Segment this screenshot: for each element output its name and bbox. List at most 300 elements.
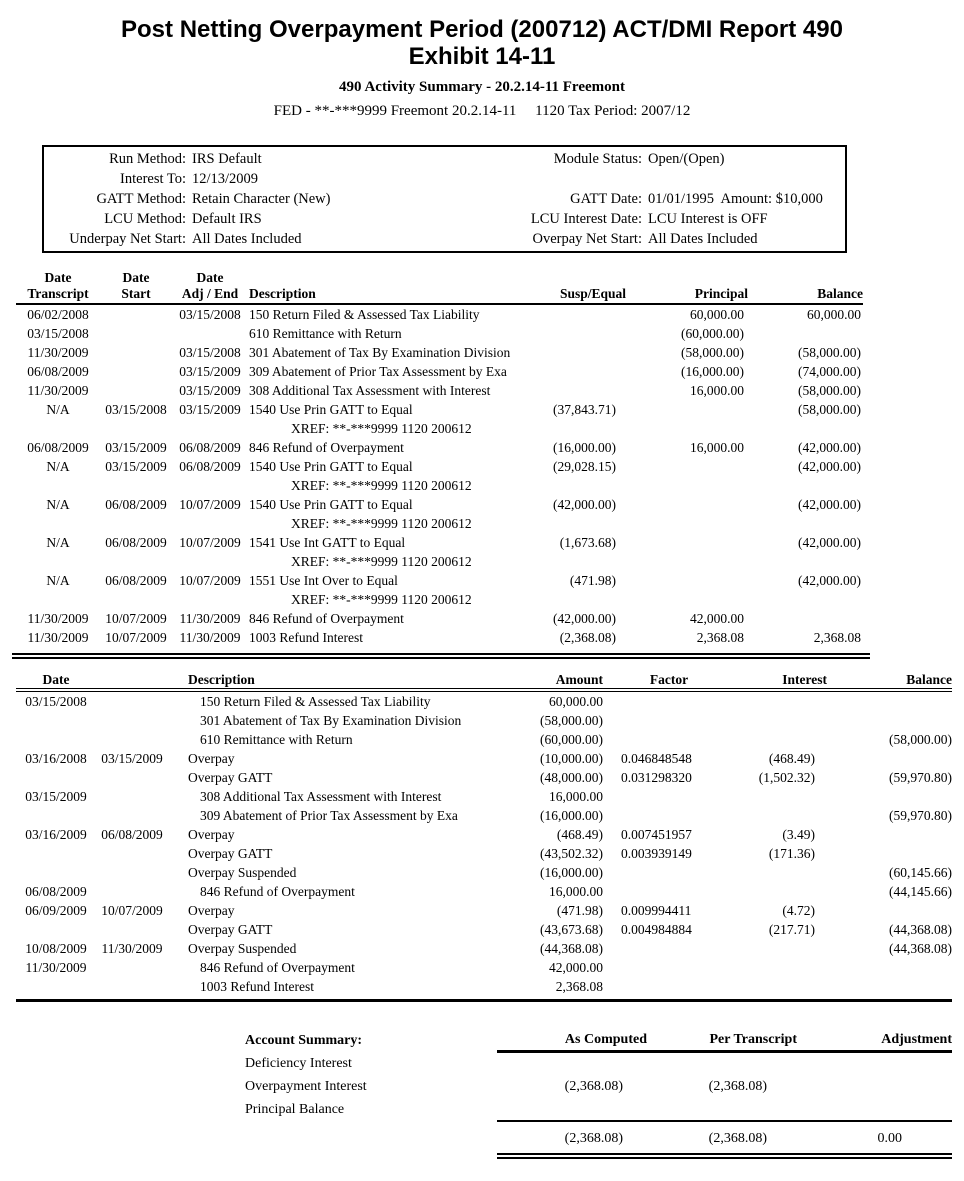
table-row [16, 495, 863, 514]
total-adjustment: 0.00 [877, 1130, 902, 1146]
cell-date-start [16, 863, 96, 882]
cell-adjustment [797, 1075, 952, 1098]
cell-interest: (4.72) [782, 903, 815, 918]
cell-date-transcript: 11/30/2009 [27, 345, 89, 360]
cell-description: 1551 Use Int Over to Equal [249, 573, 398, 588]
cell-empty [16, 590, 248, 609]
cell-susp-equal: (1,673.68) [559, 535, 616, 550]
table-row [16, 590, 863, 609]
cell-date-end: 10/07/2009 [101, 903, 163, 918]
cell-factor [609, 863, 729, 882]
cell-date-transcript: 06/02/2008 [27, 307, 89, 322]
table-row [16, 628, 863, 647]
cell-empty [16, 419, 248, 438]
cell-date-start: 03/16/2009 [25, 827, 87, 842]
cell-date-start: 11/30/2009 [25, 960, 87, 975]
cell-principal: 42,000.00 [690, 611, 744, 626]
cell-description: 846 Refund of Overpayment [200, 960, 355, 975]
info-value: Open/(Open) [648, 151, 725, 167]
cell-date-start [100, 362, 172, 381]
cell-balance: (44,368.08) [889, 922, 952, 937]
cell-amount: 2,368.08 [555, 979, 603, 994]
info-value: Retain Character (New) [192, 191, 331, 207]
cell-xref: XREF: **-***9999 1120 200612 [291, 516, 472, 531]
cell-date-end: 11/30/2009 [101, 941, 163, 956]
cell-description: 301 Abatement of Tax By Examination Division [200, 713, 462, 728]
table-row [16, 552, 863, 571]
info-label: Module Status: [553, 151, 642, 167]
cell-balance [827, 825, 952, 844]
cell-per-transcript [647, 1052, 797, 1075]
column-header-adjustment: Adjustment [797, 1031, 952, 1052]
cell-description: 1003 Refund Interest [249, 630, 363, 645]
cell-interest: (171.36) [768, 846, 815, 861]
table-row [16, 920, 952, 939]
cell-description: 846 Refund of Overpayment [249, 440, 404, 455]
cell-description: 301 Abatement of Tax By Examination Division [249, 345, 511, 360]
cell-date-start: 06/08/2009 [105, 535, 167, 550]
cell-date-start: 03/15/2009 [25, 789, 87, 804]
interest-detail-table [16, 671, 952, 996]
summary-bottom-double-rule [497, 1153, 952, 1159]
cell-susp-equal: (2,368.08) [559, 630, 616, 645]
cell-principal [626, 457, 748, 476]
cell-date-start [16, 730, 96, 749]
cell-date-adj-end: 03/15/2009 [179, 383, 241, 398]
cell-empty [16, 552, 248, 571]
column-header-description: Description [248, 286, 508, 304]
cell-balance: 2,368.08 [813, 630, 861, 645]
cell-description: Overpay Suspended [188, 941, 297, 956]
cell-amount: 60,000.00 [549, 694, 603, 709]
cell-per-transcript [647, 1098, 797, 1121]
cell-susp-equal: (42,000.00) [553, 611, 616, 626]
table-header-row [16, 286, 863, 304]
cell-balance: 60,000.00 [807, 307, 861, 322]
cell-date-start: 03/15/2008 [105, 402, 167, 417]
cell-empty [508, 552, 863, 571]
cell-amount: 42,000.00 [549, 960, 603, 975]
cell-interest [729, 977, 827, 996]
table-row [16, 362, 863, 381]
cell-balance: (58,000.00) [798, 383, 861, 398]
cell-interest [729, 939, 827, 958]
cell-empty [508, 419, 863, 438]
cell-date-end [96, 882, 168, 901]
cell-date-transcript: 11/30/2009 [27, 383, 89, 398]
table-row [245, 1075, 952, 1098]
table-row [16, 304, 863, 324]
cell-date-start: 06/08/2009 [105, 573, 167, 588]
table-row [16, 711, 952, 730]
cell-balance: (58,000.00) [798, 345, 861, 360]
cell-principal: 60,000.00 [690, 307, 744, 322]
cell-amount: (44,368.08) [540, 941, 603, 956]
cell-susp-equal [508, 381, 626, 400]
cell-description: Overpay GATT [188, 922, 273, 937]
cell-factor: 0.007451957 [621, 827, 692, 842]
cell-date-start [16, 844, 96, 863]
table-row [16, 690, 952, 711]
table-row [16, 343, 863, 362]
cell-balance [827, 690, 952, 711]
cell-susp-equal: (471.98) [569, 573, 616, 588]
cell-date-start: 03/15/2008 [25, 694, 87, 709]
cell-factor [609, 882, 729, 901]
cell-empty [16, 514, 248, 533]
table-row [16, 939, 952, 958]
cell-susp-equal: (42,000.00) [553, 497, 616, 512]
info-label: LCU Method: [104, 211, 186, 227]
cell-xref: XREF: **-***9999 1120 200612 [291, 421, 472, 436]
cell-amount: (471.98) [556, 903, 603, 918]
cell-susp-equal [508, 324, 626, 343]
column-header-date: Date [196, 270, 224, 285]
cell-date-start: 06/08/2009 [25, 884, 87, 899]
column-header-factor: Factor [609, 671, 729, 690]
cell-amount: 16,000.00 [549, 884, 603, 899]
table-row [16, 324, 863, 343]
cell-factor: 0.003939149 [621, 846, 692, 861]
account-summary-table [245, 1031, 952, 1159]
cell-balance [748, 324, 863, 343]
cell-date-transcript: 06/08/2009 [27, 364, 89, 379]
cell-empty [16, 476, 248, 495]
cell-date-start [100, 381, 172, 400]
cell-date-transcript: 06/08/2009 [27, 440, 89, 455]
cell-description: 846 Refund of Overpayment [200, 884, 355, 899]
table-row [16, 806, 952, 825]
summary-bottom-rule-row [245, 1150, 952, 1159]
cell-as-computed: (2,368.08) [564, 1078, 623, 1094]
cell-principal: (60,000.00) [681, 326, 744, 341]
cell-description: 1540 Use Prin GATT to Equal [249, 497, 413, 512]
cell-factor [609, 939, 729, 958]
cell-date-start: 10/08/2009 [25, 941, 87, 956]
cell-balance [827, 901, 952, 920]
table-row [16, 863, 952, 882]
cell-balance [827, 958, 952, 977]
total-as-computed: (2,368.08) [564, 1130, 623, 1146]
cell-xref: XREF: **-***9999 1120 200612 [291, 478, 472, 493]
table-row [245, 1052, 952, 1075]
column-header-balance: Balance [827, 671, 952, 690]
cell-balance: (44,145.66) [889, 884, 952, 899]
cell-amount: (10,000.00) [540, 751, 603, 766]
cell-susp-equal [508, 343, 626, 362]
cell-description: 846 Refund of Overpayment [249, 611, 404, 626]
cell-date-start [16, 977, 96, 996]
cell-interest [729, 863, 827, 882]
cell-interest [729, 958, 827, 977]
cell-amount: 16,000.00 [549, 789, 603, 804]
cell-description: 1003 Refund Interest [200, 979, 314, 994]
cell-susp-equal [508, 304, 626, 324]
cell-description: Overpay GATT [188, 846, 273, 861]
activity-summary-table [16, 270, 863, 647]
cell-description: 150 Return Filed & Assessed Tax Liability [249, 307, 480, 322]
info-value: All Dates Included [648, 231, 758, 247]
table-row [16, 438, 863, 457]
cell-amount: (468.49) [556, 827, 603, 842]
cell-interest [729, 730, 827, 749]
column-header-susp-equal: Susp/Equal [508, 286, 626, 304]
info-value: IRS Default [192, 151, 262, 167]
cell-date-end [96, 768, 168, 787]
cell-description: 308 Additional Tax Assessment with Interest [249, 383, 491, 398]
cell-date-start [100, 324, 172, 343]
cell-description: 308 Additional Tax Assessment with Interest [200, 789, 442, 804]
cell-date-end [96, 806, 168, 825]
column-header-date: Date [122, 270, 150, 285]
cell-balance: (59,970.80) [889, 770, 952, 785]
cell-factor [609, 977, 729, 996]
cell-date-start: 03/15/2009 [105, 459, 167, 474]
cell-date-end [96, 977, 168, 996]
cell-balance [827, 977, 952, 996]
cell-date-transcript: N/A [46, 402, 70, 417]
cell-factor [609, 787, 729, 806]
cell-date-end [96, 863, 168, 882]
cell-date-end [96, 690, 168, 711]
info-value [648, 169, 845, 189]
cell-description: Overpay [188, 903, 235, 918]
summary-row-label: Principal Balance [245, 1101, 345, 1117]
cell-xref: XREF: **-***9999 1120 200612 [291, 554, 472, 569]
info-label: Interest To: [120, 171, 186, 187]
cell-description: 1540 Use Prin GATT to Equal [249, 459, 413, 474]
cell-date-transcript: 11/30/2009 [27, 630, 89, 645]
info-label [484, 169, 642, 189]
column-header-per-transcript: Per Transcript [647, 1031, 797, 1052]
cell-empty [508, 514, 863, 533]
cell-balance: (74,000.00) [798, 364, 861, 379]
total-per-transcript: (2,368.08) [708, 1130, 767, 1146]
cell-date-start [16, 768, 96, 787]
cell-balance: (42,000.00) [798, 535, 861, 550]
cell-date-adj-end: 11/30/2009 [179, 611, 241, 626]
cell-balance [827, 749, 952, 768]
table-row [16, 749, 952, 768]
cell-amount: (60,000.00) [540, 732, 603, 747]
cell-factor [609, 806, 729, 825]
info-label: Underpay Net Start: [69, 231, 186, 247]
cell-susp-equal [508, 362, 626, 381]
summary-row-label: Deficiency Interest [245, 1055, 352, 1071]
cell-interest [729, 711, 827, 730]
cell-date-transcript: 03/15/2008 [27, 326, 89, 341]
cell-date-start [100, 343, 172, 362]
info-label: Run Method: [109, 151, 186, 167]
cell-date-adj-end: 03/15/2008 [179, 345, 241, 360]
table-row [16, 730, 952, 749]
cell-date-adj-end: 10/07/2009 [179, 573, 241, 588]
cell-interest: (3.49) [782, 827, 815, 842]
cell-principal: 16,000.00 [690, 383, 744, 398]
cell-description: 309 Abatement of Prior Tax Assessment by Exa [249, 364, 507, 379]
cell-description: 1541 Use Int GATT to Equal [249, 535, 406, 550]
cell-description: 309 Abatement of Prior Tax Assessment by Exa [200, 808, 458, 823]
cell-description: Overpay GATT [188, 770, 273, 785]
info-label: LCU Interest Date: [530, 211, 642, 227]
column-header-date: Date [16, 671, 96, 690]
table-row [16, 476, 863, 495]
cell-balance: (60,145.66) [889, 865, 952, 880]
cell-date-start: 06/08/2009 [105, 497, 167, 512]
report-title: Post Netting Overpayment Period (200712) ACT/DMI Report 490 [121, 16, 843, 43]
table-row [245, 1098, 952, 1121]
cell-interest [729, 882, 827, 901]
table-row [16, 514, 863, 533]
summary-total-row [245, 1127, 952, 1150]
cell-date-adj-end: 10/07/2009 [179, 497, 241, 512]
cell-empty [508, 476, 863, 495]
cell-factor [609, 711, 729, 730]
table-row [16, 400, 863, 419]
cell-balance: (42,000.00) [798, 440, 861, 455]
table-header-row [16, 671, 952, 690]
cell-date-adj-end: 10/07/2009 [179, 535, 241, 550]
column-header-description: Description [168, 671, 434, 690]
column-header-amount: Amount [434, 671, 609, 690]
cell-amount: (43,673.68) [540, 922, 603, 937]
section-divider-rule [16, 999, 952, 1002]
cell-date-start [16, 920, 96, 939]
table-row [16, 844, 952, 863]
cell-balance: (58,000.00) [798, 402, 861, 417]
summary-row-label: Overpayment Interest [245, 1078, 367, 1094]
cell-date-end [96, 787, 168, 806]
cell-description: Overpay [188, 827, 235, 842]
cell-balance: (58,000.00) [889, 732, 952, 747]
cell-interest: (468.49) [768, 751, 815, 766]
cell-principal [626, 571, 748, 590]
account-summary-title: Account Summary: [245, 1033, 363, 1049]
cell-date-end: 03/15/2009 [101, 751, 163, 766]
column-header-date: Date [44, 270, 72, 285]
cell-xref: XREF: **-***9999 1120 200612 [291, 592, 472, 607]
cell-description: 150 Return Filed & Assessed Tax Liability [200, 694, 431, 709]
run-settings-grid [44, 149, 845, 249]
table-header-row [16, 270, 863, 286]
cell-factor [609, 958, 729, 977]
cell-adjustment [797, 1098, 952, 1121]
cell-factor: 0.046848548 [621, 751, 692, 766]
table-row [16, 882, 952, 901]
column-header-transcript: Transcript [16, 286, 100, 304]
cell-balance [827, 787, 952, 806]
info-value: 01/01/1995 Amount: $10,000 [648, 191, 823, 207]
cell-principal: (58,000.00) [681, 345, 744, 360]
cell-date-end [96, 844, 168, 863]
column-header-as-computed: As Computed [497, 1031, 647, 1052]
cell-principal [626, 400, 748, 419]
cell-factor [609, 690, 729, 711]
cell-principal: (16,000.00) [681, 364, 744, 379]
cell-date-start [16, 711, 96, 730]
cell-balance [827, 844, 952, 863]
cell-date-transcript: N/A [46, 535, 70, 550]
table-row [16, 419, 863, 438]
cell-interest: (217.71) [768, 922, 815, 937]
cell-date-start: 03/15/2009 [105, 440, 167, 455]
cell-factor: 0.009994411 [621, 903, 692, 918]
run-settings-box [42, 145, 847, 253]
cell-date-start [16, 806, 96, 825]
cell-interest: (1,502.32) [758, 770, 815, 785]
cell-as-computed [497, 1098, 647, 1121]
cell-balance: (42,000.00) [798, 573, 861, 588]
cell-balance [748, 609, 863, 628]
cell-principal [626, 533, 748, 552]
cell-interest [729, 690, 827, 711]
table-row [16, 787, 952, 806]
info-label: GATT Date: [570, 191, 642, 207]
report-subtitle: 490 Activity Summary - 20.2.14-11 Freemont [339, 79, 625, 95]
cell-date-adj-end: 03/15/2008 [179, 307, 241, 322]
column-header-principal: Principal [626, 286, 748, 304]
cell-balance [827, 711, 952, 730]
info-value: All Dates Included [192, 231, 302, 247]
cell-amount: (58,000.00) [540, 713, 603, 728]
cell-balance: (44,368.08) [889, 941, 952, 956]
cell-date-adj-end: 06/08/2009 [179, 440, 241, 455]
table-row [16, 825, 952, 844]
cell-date-adj-end [172, 324, 248, 343]
cell-as-computed [497, 1052, 647, 1075]
cell-description: 1540 Use Prin GATT to Equal [249, 402, 413, 417]
table-row [16, 901, 952, 920]
cell-date-adj-end: 11/30/2009 [179, 630, 241, 645]
cell-factor: 0.004984884 [621, 922, 692, 937]
cell-date-start [100, 304, 172, 324]
cell-susp-equal: (29,028.15) [553, 459, 616, 474]
cell-amount: (16,000.00) [540, 808, 603, 823]
info-label: GATT Method: [96, 191, 186, 207]
info-label: Overpay Net Start: [532, 231, 642, 247]
cell-susp-equal: (16,000.00) [553, 440, 616, 455]
cell-adjustment [797, 1052, 952, 1075]
column-header-interest: Interest [729, 671, 827, 690]
cell-date-end: 06/08/2009 [101, 827, 163, 842]
cell-date-adj-end: 03/15/2009 [179, 364, 241, 379]
cell-date-start: 03/16/2008 [25, 751, 87, 766]
cell-date-transcript: N/A [46, 573, 70, 588]
table-row [16, 457, 863, 476]
cell-amount: (48,000.00) [540, 770, 603, 785]
table-row [16, 381, 863, 400]
column-header-adj-end: Adj / End [172, 286, 248, 304]
column-header-balance: Balance [748, 286, 863, 304]
cell-date-transcript: N/A [46, 497, 70, 512]
table-row [16, 533, 863, 552]
cell-description: 610 Remittance with Return [249, 326, 402, 341]
cell-date-end [96, 711, 168, 730]
cell-interest [729, 787, 827, 806]
cell-amount: (16,000.00) [540, 865, 603, 880]
cell-balance: (59,970.80) [889, 808, 952, 823]
cell-factor: 0.031298320 [621, 770, 692, 785]
cell-principal: 2,368.08 [696, 630, 744, 645]
cell-date-transcript: 11/30/2009 [27, 611, 89, 626]
cell-description: Overpay Suspended [188, 865, 297, 880]
cell-amount: (43,502.32) [540, 846, 603, 861]
cell-factor [609, 730, 729, 749]
cell-principal: 16,000.00 [690, 440, 744, 455]
table-row [16, 977, 952, 996]
report-exhibit-title: Exhibit 14-11 [408, 43, 556, 70]
table-row [16, 768, 952, 787]
